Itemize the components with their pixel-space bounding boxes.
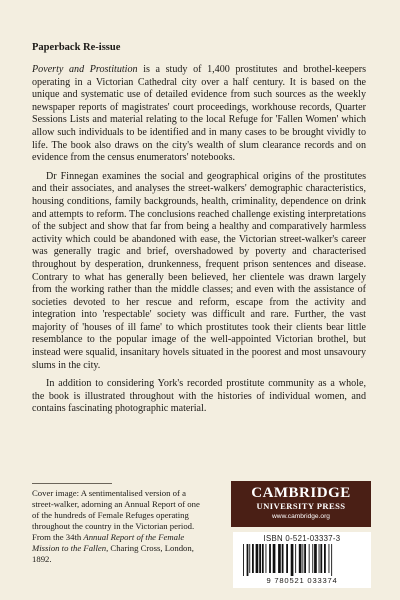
publisher-name: CAMBRIDGE [251,485,351,501]
barcode-bar [286,544,288,573]
blurb-paragraph-1 [32,64,366,165]
barcode-bar [262,544,264,573]
barcode-bar [252,544,254,573]
barcode-bar [243,544,244,576]
blurb-paragraph-3: In addition to considering York's recorded prostitute community as a whole, the book is illustrated throughout with the histories of individual women, and contains fascinating photographic material. [32,378,366,415]
blurb-text [32,64,366,422]
barcode-bar [324,544,326,573]
caption-report-title: Annual Report of the Female Mission to the Fallen [32,532,185,553]
barcode-image [237,544,367,576]
barcode-bar [329,544,330,573]
publisher-press: UNIVERSITY PRESS [256,501,346,511]
barcode-panel [233,532,371,588]
cover-image-caption [32,488,202,565]
barcode-bar [278,544,281,573]
barcode-bar [282,544,284,573]
barcode-bar [273,544,276,573]
barcode-bar [247,544,249,576]
barcode-bar [295,544,296,573]
barcode-bar [331,544,332,576]
blurb-paragraph-2: Dr Finnegan examines the social and geographical origins of the prostitutes and their associates, and analyses the street-walkers' demographic characteristics, housing conditions, family backgrounds, health, criminality, dependence on drink and attempts to reform. The conclusions reached challenge existing interpretations of the subject and show that far from being a healthy and comparatively harmless activity which could be abandoned with ease, the Victorian street-walker's career was generally tragic and brief, overshadowed by poverty and characterised throughout by desperation, drunkenness, frequent prison sentences and disease. Contrary to what has generally been believed, her clientele was drawn largely from the working rather than the middle classes; and even with the assistance of societies devoted to her rescue and reform, escape from the activity and integration into 'respectable' society was difficult and rare. Further, the vast majority of 'houses of ill fame' to which prostitutes took their clients bear little resemblance to the popular image of the well-appointed Victorian brothel, but instead were squalid, insanitary hovels situated in the poorest and most unsavoury slums in the city. [32,170,366,371]
barcode-bar [309,544,310,573]
reissue-heading: Paperback Re-issue [32,42,121,53]
book-title: Poverty and Prostitution [32,64,138,75]
barcode-bar [259,544,261,573]
barcode-bar [319,544,320,573]
barcode-bar [291,544,294,576]
blurb-paragraph-1-body: is a study of 1,400 prostitutes and brothel-keepers operating in a Victorian Cathedral city over a half century. It is based on the unique and systematic use of detailed evidence from such sources as the weekly newspaper reports of magistrates' court proceedings, workhouse records, Quarter Sessions Lists and material relating to the local Refuge for 'Fallen Women' which allow such individuals to be identified and in many cases to be brought vividly to life. The book also draws on the city's wealth of slum clearance records and on evidence from the census enumerators' notebooks. [32,64,366,164]
barcode-bar [266,544,267,573]
caption-divider [32,483,112,484]
barcode-bar [312,544,313,573]
publisher-url: www.cambridge.org [272,513,330,520]
barcode-bar [304,544,306,573]
barcode-bar [302,544,303,573]
barcode-bar [249,544,250,573]
publisher-logo [231,481,371,527]
barcode-digits: 9 780521 033374 [266,576,338,585]
barcode-bar [320,544,322,573]
caption-text-start: Cover image: A sentimentalised version of a street-walker, adorning an Annual Report of one of the hundreds of Female Refuges operating throughout the country in the Victorian period. From the 34th [32,488,200,542]
barcode-bar [256,544,259,573]
caption-text-end: , Charing Cross, London, 1892. [32,543,194,564]
barcode-bar [299,544,302,573]
isbn-label: ISBN 0-521-03337-3 [263,534,341,543]
barcode-bar [314,544,317,573]
barcode-bar [269,544,271,573]
